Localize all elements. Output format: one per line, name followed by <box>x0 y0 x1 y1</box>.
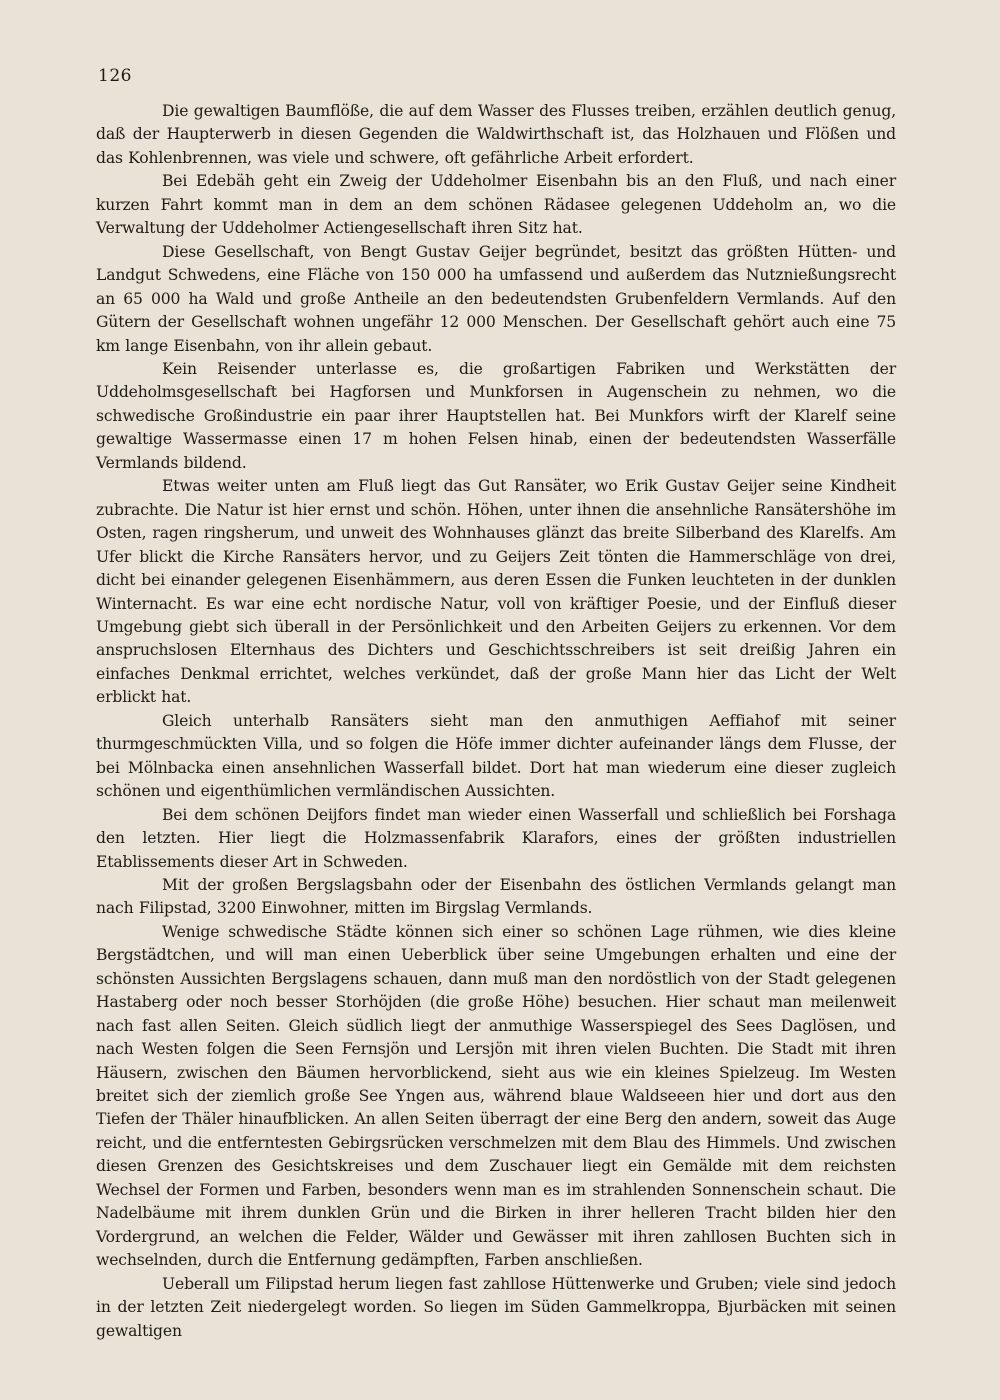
paragraph: Etwas weiter unten am Fluß liegt das Gut Ransäter, wo Erik Gustav Geijer seine Kindheit zubrachte. Die Natur ist hier ernst und schön. Höhen, unter ihnen die ansehnliche Ransätershöhe im Osten, ragen ringsherum, und unweit des Wohnhauses glänzt das breite Silberband des Klarelfs. Am Ufer blickt die Kirche Ransäters hervor, und zu Geijers Zeit tönten die Hammerschläge von drei, dicht bei einander gelegenen Eisenhämmern, aus deren Essen die Funken leuchteten in der dunklen Winternacht. Es war eine echt nordische Natur, voll von kräftiger Poesie, und der Einfluß dieser Umgebung giebt sich überall in der Persönlichkeit und den Arbeiten Geijers zu erkennen. Vor dem anspruchslosen Elternhaus des Dichters und Geschichtsschreibers ist seit dreißig Jahren ein einfaches Denkmal errichtet, welches verkündet, daß der große Mann hier das Licht der Welt erblickt hat. <box>96 477 896 707</box>
body-text <box>96 100 896 1343</box>
paragraph: Kein Reisender unterlasse es, die großartigen Fabriken und Werkstätten der Uddeholmsgesellschaft bei Hagforsen und Munkforsen in Augenschein zu nehmen, wo die schwedische Großindustrie ein paar ihrer Hauptstellen hat. Bei Munkfors wirft der Klarelf seine gewaltige Wassermasse einen 17 m hohen Felsen hinab, einen der bedeutendsten Wasserfälle Vermlands bildend. <box>96 359 896 472</box>
paragraph: Bei Edebäh geht ein Zweig der Uddeholmer Eisenbahn bis an den Fluß, und nach einer kurzen Fahrt kommt man in dem an dem schönen Rädasee gelegenen Uddeholm an, wo die Verwaltung der Uddeholmer Actiengesellschaft ihren Sitz hat. <box>96 172 896 238</box>
paragraph: Bei dem schönen Deijfors findet man wieder einen Wasserfall und schließlich bei Forshaga den letzten. Hier liegt die Holzmassenfabrik Klarafors, eines der größten industriellen Etablissements dieser Art in Schweden. <box>96 805 896 871</box>
paragraph: Mit der großen Bergslagsbahn oder der Eisenbahn des östlichen Vermlands gelangt man nach Filipstad, 3200 Einwohner, mitten im Birgslag Vermlands. <box>96 875 896 918</box>
paragraph: Ueberall um Filipstad herum liegen fast zahllose Hüttenwerke und Gruben; viele sind jedoch in der letzten Zeit niedergelegt worden. So liegen im Süden Gammelkroppa, Bjurbäcken mit seinen gewaltigen <box>96 1274 896 1340</box>
page-number: 126 <box>98 66 132 86</box>
paragraph: Wenige schwedische Städte können sich einer so schönen Lage rühmen, wie dies kleine Bergstädtchen, und will man einen Ueberblick über seine Umgebungen erhalten und eine der schönsten Aussichten Bergslagens schauen, dann muß man den nordöstlich von der Stadt gelegenen Hastaberg oder noch besser Storhöjden (die große Höhe) besuchen. Hier schaut man meilenweit nach fast allen Seiten. Gleich südlich liegt der anmuthige Wasserspiegel des Sees Daglösen, und nach Westen folgen die Seen Fernsjön und Lersjön mit ihren vielen Buchten. Die Stadt mit ihren Häusern, zwischen den Bäumen hervorblickend, sieht aus wie ein kleines Spielzeug. Im Westen breitet sich der ziemlich große See Yngen aus, während blaue Waldseeen hier und dort aus den Tiefen der Thäler hinaufblicken. An allen Seiten überragt der eine Berg den andern, soweit das Auge reicht, und die entferntesten Gebirgsrücken verschmelzen mit dem Blau des Himmels. Und zwischen diesen Grenzen des Gesichtskreises und dem Zuschauer liegt ein Gemälde mit dem reichsten Wechsel der Formen und Farben, besonders wenn man es im strahlenden Sonnenschein schaut. Die Nadelbäume mit ihrem dunklen Grün und die Birken in ihrer helleren Tracht bilden hier den Vordergrund, an welchen die Felder, Wälder und Gewässer mit ihren zahllosen Buchten sich in wechselnden, durch die Entfernung gedämpften, Farben anschließen. <box>96 922 896 1270</box>
paragraph: Die gewaltigen Baumflöße, die auf dem Wasser des Flusses treiben, erzählen deutlich genug, daß der Haupterwerb in diesen Gegenden die Waldwirthschaft ist, das Holzhauen und Flößen und das Kohlenbrennen, was viele und schwere, oft gefährliche Arbeit erfordert. <box>96 102 896 167</box>
paragraph: Gleich unterhalb Ransäters sieht man den anmuthigen Aeffiahof mit seiner thurmgeschmückten Villa, und so folgen die Höfe immer dichter aufeinander längs dem Flusse, der bei Mölnbacka einen ansehnlichen Wasserfall bildet. Dort hat man wiederum eine dieser zugleich schönen und eigenthümlichen vermländischen Aussichten. <box>96 711 896 801</box>
paragraph: Diese Gesellschaft, von Bengt Gustav Geijer begründet, besitzt das größten Hütten- und Landgut Schwedens, eine Fläche von 150 000 ha umfassend und außerdem das Nutznießungsrecht an 65 000 ha Wald und große Antheile an den bedeutendsten Grubenfeldern Vermlands. Auf den Gütern der Gesellschaft wohnen ungefähr 12 000 Menschen. Der Gesellschaft gehört auch eine 75 km lange Eisenbahn, von ihr allein gebaut. <box>96 242 896 355</box>
